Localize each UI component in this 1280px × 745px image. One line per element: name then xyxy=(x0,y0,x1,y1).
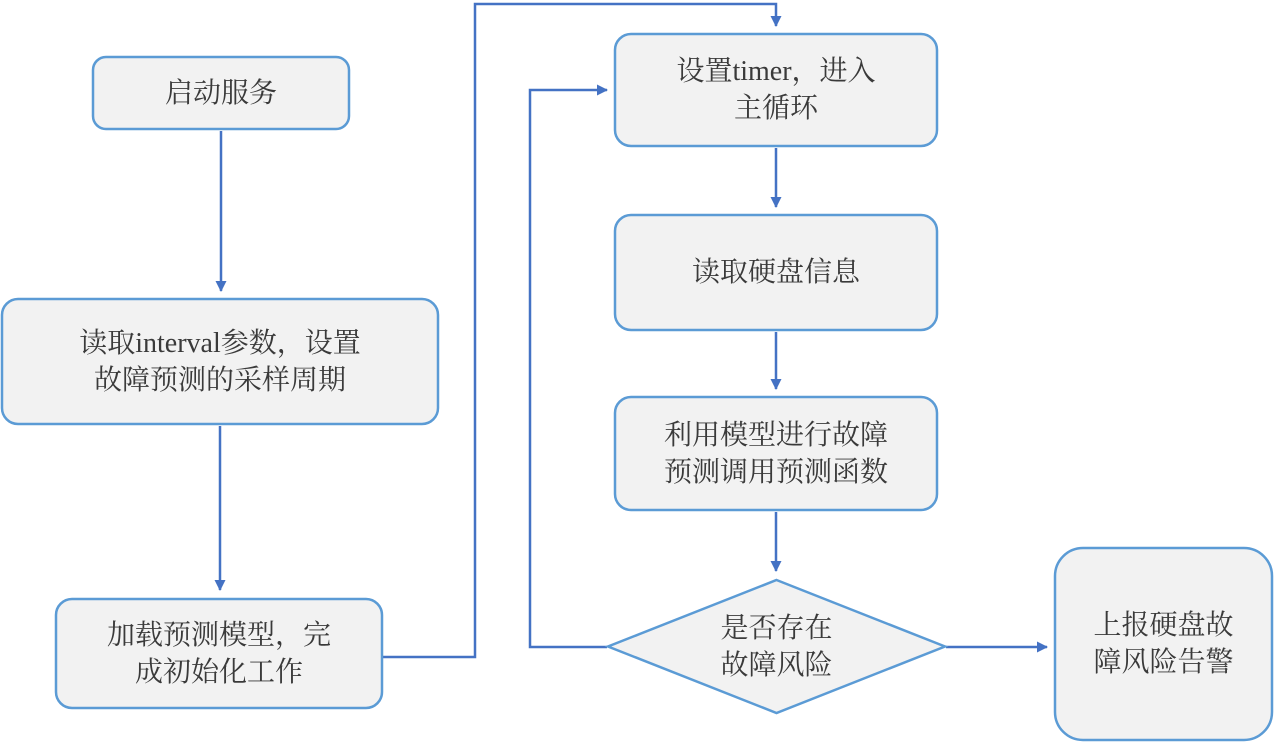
edge-decision-loopback-to-settimer xyxy=(530,90,607,647)
node-label-line: 是否存在 xyxy=(720,612,833,644)
node-label-line: 上报硬盘故 xyxy=(1093,610,1234,641)
node-label-line: 设置timer，进入 xyxy=(676,56,876,87)
node-label-line: 加载预测模型，完 xyxy=(106,619,331,651)
node-shape-read-disk-info xyxy=(615,215,937,330)
node-shape-report-alarm xyxy=(1055,548,1272,740)
node-shape-read-interval xyxy=(2,299,438,424)
node-shape-risk-decision xyxy=(608,580,945,713)
node-label-line: 故障风险 xyxy=(720,649,833,681)
node-label-line: 读取硬盘信息 xyxy=(691,257,860,288)
node-label-line: 成初始化工作 xyxy=(134,656,303,688)
node-shape-start-service xyxy=(93,57,349,129)
node-label-line: 障风险告警 xyxy=(1093,647,1234,678)
node-shape-load-model xyxy=(56,599,382,708)
node-label-line: 利用模型进行故障 xyxy=(663,419,888,451)
node-label-line: 读取interval参数，设置 xyxy=(79,327,361,359)
node-label-line: 故障预测的采样周期 xyxy=(93,364,346,396)
node-shape-run-prediction xyxy=(615,397,937,510)
node-label-line: 启动服务 xyxy=(164,77,277,109)
node-label-line: 预测调用预测函数 xyxy=(663,456,888,488)
node-label-line: 主循环 xyxy=(733,93,818,124)
node-shape-set-timer xyxy=(615,34,937,146)
